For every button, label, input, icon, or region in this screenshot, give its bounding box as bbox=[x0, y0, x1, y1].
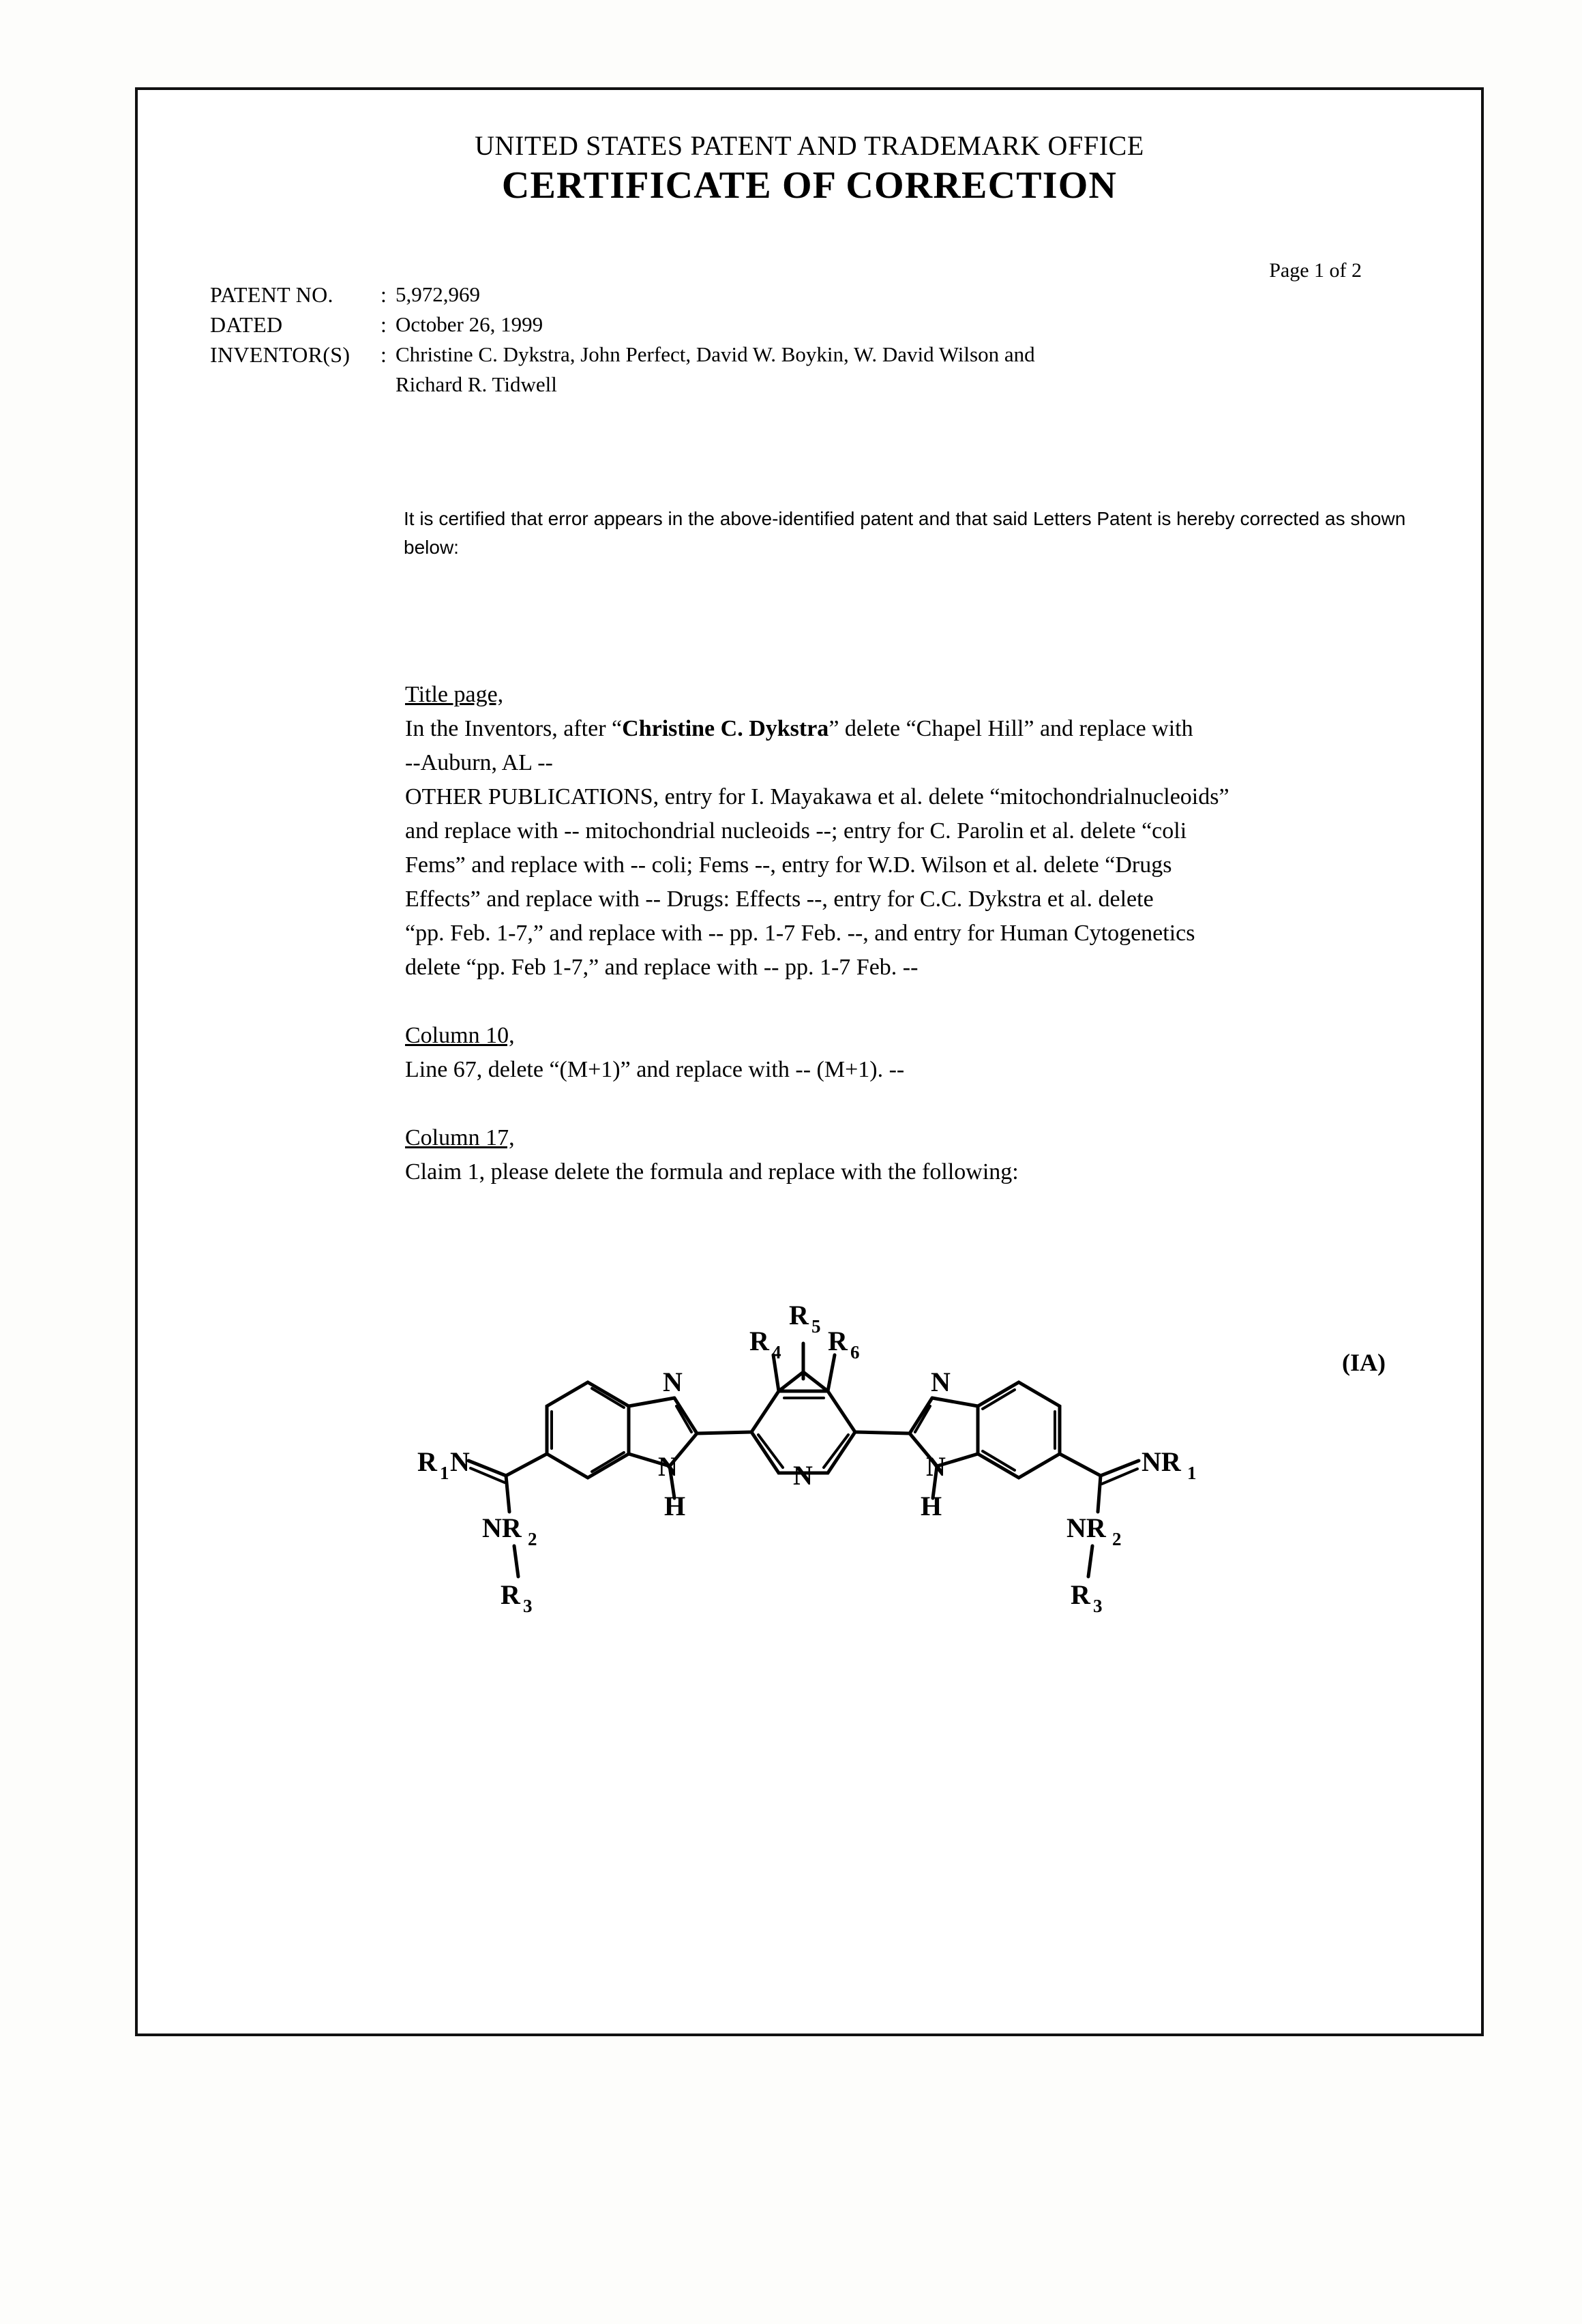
document-border bbox=[135, 87, 1484, 2036]
atom-label-nr2-right: NR bbox=[1066, 1513, 1106, 1543]
corrections-body bbox=[405, 678, 1435, 1189]
atom-label-r6: R bbox=[828, 1326, 848, 1356]
patent-no-label: PATENT NO. bbox=[210, 282, 333, 307]
atom-label-r3-left: R bbox=[501, 1579, 520, 1610]
atom-label-n-imidazole-right-bottom: N bbox=[926, 1451, 946, 1482]
section-title-page-line-2: --Auburn, AL -- bbox=[405, 750, 553, 775]
certification-paragraph: It is certified that error appears in the above-identified patent and that said Letters Patent is hereby corrected as shown below: bbox=[404, 508, 1406, 558]
section-title-page-line-8: delete “pp. Feb 1-7,” and replace with -- pp. 1-7 Feb. -- bbox=[405, 955, 919, 980]
atom-label-n-imidazole-left-top: N bbox=[663, 1367, 683, 1397]
atom-sub-nr2-left: 2 bbox=[528, 1529, 537, 1549]
atom-sub-r5: 5 bbox=[811, 1316, 821, 1337]
inventors-label: INVENTOR(S) bbox=[210, 342, 350, 367]
spacer-2 bbox=[405, 1087, 1435, 1121]
atom-label-r4: R bbox=[749, 1326, 769, 1356]
patent-meta-block bbox=[210, 280, 1369, 400]
bold-inventor-name: Christine C. Dykstra bbox=[622, 716, 829, 741]
structure-diagram bbox=[342, 1236, 1502, 1658]
patent-no-value: 5,972,969 bbox=[395, 282, 480, 306]
section-column-10-line-1: Line 67, delete “(M+1)” and replace with -- (M+1). -- bbox=[405, 1057, 905, 1082]
formula-label: (IA) bbox=[1342, 1349, 1386, 1376]
atom-label-n-imidazole-left-bottom: N bbox=[658, 1451, 678, 1482]
section-heading-title-page: Title page, bbox=[405, 682, 504, 707]
meta-row-patent-no bbox=[210, 280, 1369, 310]
atom-label-h-left: H bbox=[664, 1491, 686, 1521]
certificate-title: CERTIFICATE OF CORRECTION bbox=[501, 164, 1118, 207]
spacer-1 bbox=[405, 985, 1435, 1019]
atom-label-nr1-right: NR bbox=[1141, 1446, 1181, 1477]
meta-row-dated bbox=[210, 310, 1369, 340]
section-title-page-line-4: and replace with -- mitochondrial nucleoids --; entry for C. Parolin et al. delete “coli bbox=[405, 818, 1187, 844]
meta-colon-2: : bbox=[380, 312, 387, 337]
atom-label-r5: R bbox=[789, 1300, 809, 1330]
section-title-page-line-5: Fems” and replace with -- coli; Fems --, entry for W.D. Wilson et al. delete “Drugs bbox=[405, 852, 1172, 878]
atom-label-n-pyridine: N bbox=[793, 1460, 813, 1491]
atom-sub-nr1-right: 1 bbox=[1187, 1463, 1197, 1483]
section-title-page-line-3: OTHER PUBLICATIONS, entry for I. Mayakawa et al. delete “mitochondrialnucleoids” bbox=[405, 784, 1229, 809]
inventors-value: Christine C. Dykstra, John Perfect, David W. Boykin, W. David Wilson and bbox=[395, 342, 1035, 366]
section-title-page-line-7: “pp. Feb. 1-7,” and replace with -- pp. 1-7 Feb. --, and entry for Human Cytogenetics bbox=[405, 921, 1195, 946]
section-column-17-line-1: Claim 1, please delete the formula and replace with the following: bbox=[405, 1159, 1019, 1185]
section-title-page-line-6: Effects” and replace with -- Drugs: Effects --, entry for C.C. Dykstra et al. delete bbox=[405, 887, 1154, 912]
dated-label: DATED bbox=[210, 312, 283, 337]
meta-colon-3: : bbox=[380, 342, 387, 367]
section-heading-column-17: Column 17, bbox=[405, 1125, 515, 1150]
atom-sub-r1-left: 1 bbox=[440, 1463, 449, 1483]
atom-label-r1-left: R bbox=[417, 1446, 437, 1477]
atom-sub-r3-right: 3 bbox=[1093, 1596, 1103, 1616]
meta-row-inventors bbox=[210, 340, 1369, 370]
atom-sub-nr2-right: 2 bbox=[1112, 1529, 1122, 1549]
section-column-17 bbox=[405, 1121, 1435, 1189]
office-heading: UNITED STATES PATENT AND TRADEMARK OFFICE bbox=[475, 130, 1144, 161]
section-heading-column-10: Column 10, bbox=[405, 1023, 515, 1048]
dated-value: October 26, 1999 bbox=[395, 312, 543, 336]
chemical-structure-figure bbox=[342, 1236, 1502, 1658]
section-title-page bbox=[405, 678, 1435, 985]
section-title-page-line-1: In the Inventors, after “Christine C. Dykstra” delete “Chapel Hill” and replace with bbox=[405, 716, 1193, 741]
atom-sub-r3-left: 3 bbox=[523, 1596, 533, 1616]
atom-label-nr2-left: NR bbox=[482, 1513, 522, 1543]
atom-sub-r4: 4 bbox=[772, 1342, 781, 1362]
section-column-10 bbox=[405, 1019, 1435, 1087]
atom-label-r3-right: R bbox=[1071, 1579, 1090, 1610]
atom-label-h-right: H bbox=[921, 1491, 942, 1521]
atom-sub-r6: 6 bbox=[850, 1342, 860, 1362]
page-indicator: Page 1 of 2 bbox=[1269, 259, 1362, 282]
inventors-value-continued: Richard R. Tidwell bbox=[395, 372, 557, 396]
atom-label-n-left: N bbox=[450, 1446, 470, 1477]
meta-colon-1: : bbox=[380, 282, 387, 307]
atom-label-n-imidazole-right-top: N bbox=[931, 1367, 951, 1397]
